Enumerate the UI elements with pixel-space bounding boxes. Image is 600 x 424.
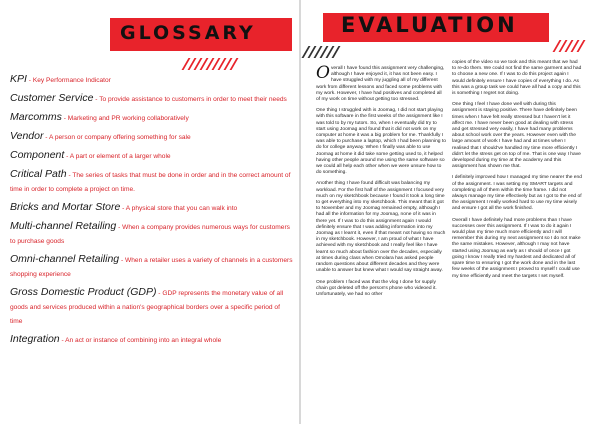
glossary-term: Marcomms: [10, 111, 62, 123]
glossary-term: Omni-channel Retailing: [10, 253, 120, 265]
glossary-definition: The series of tasks that must be done in order and in the correct amount of time in order to complete a project on time.: [10, 172, 291, 193]
glossary-term: Integration: [10, 333, 60, 345]
glossary-entry: Integration - An act or instance of combining into an integral whole: [10, 333, 222, 345]
glossary-entry: Vendor - A person or company offering something for sale: [10, 130, 191, 142]
glossary-entry: KPI - Key Performance Indicator: [10, 73, 111, 85]
glossary-definition: When a retailer uses a variety of channels in a customers shopping experience: [10, 257, 293, 278]
glossary-entry: Customer Service - To provide assistance to customerrs in order to meet their needs: [10, 92, 287, 104]
glossary-term: Multi-channel Retailing: [10, 220, 117, 232]
glossary-definition: To provide assistance to customerrs in order to meet their needs: [99, 96, 287, 103]
glossary-definition: A physical store that you can walk into: [125, 205, 238, 212]
glossary-term: Component: [10, 149, 65, 161]
glossary-term: Gross Domestic Product (GDP): [10, 286, 157, 298]
evaluation-title: EVALUATION: [341, 13, 518, 37]
glossary-definition: GDP represents the monetary value of all goods and services produced within a nation's geographical borders over a specific period of time: [10, 290, 284, 325]
paragraph: Overall I have found this assignment very challenging, although I have enjoyed it, it has not been easy. I have struggled with my juggling all of my different work from different lessons and faced some problems with my work. However, I have had positives and completed all of my work on time without getting too stressed.: [316, 63, 445, 103]
glossary-term: Critical Path: [10, 168, 67, 180]
glossary-entry: Omni-channel Retailing - When a retailer uses a variety of channels in a customers shopping experience: [10, 253, 293, 278]
paragraph: Overall I have definitely had more problems than I have successes over this assignment. If I was to do it again I would plan my time much more efficiently and I will remember this during my next assignment so I do not make the same mistakes. However, although I may not have started using Joomag as early as I should of once I got going I know I really tried my hardest and dedicated all of spare time to ensuring I got the work done and in the last few weeks of the assignment I proved to myself I could use my time efficiently and meet the targets I set myself.: [452, 217, 581, 279]
decorative-stripes: [305, 46, 345, 58]
glossary-entry: Marcomms - Marketing and PR working collaboratively: [10, 111, 189, 123]
glossary-definition: A person or company offering something for sale: [48, 134, 191, 141]
glossary-list: [10, 72, 294, 351]
glossary-entry: Bricks and Mortar Store - A physical store that you can walk into: [10, 201, 238, 213]
paragraph: copies of the video so we took and this meant that we had to re-do them. We could not find the same garment and had to choose a new one. If I was to do this project again I would definitely ensure I have copies of everything I do. As this was a group task we could have all had a copy and this is something I regret not doing.: [452, 60, 582, 97]
glossary-entry: Multi-channel Retailing - When a company provides numerous ways for customers to purchase goods: [10, 220, 290, 245]
glossary-definition: When a company provides numerous ways for customers to purchase goods: [10, 224, 290, 245]
glossary-term: Bricks and Mortar Store: [10, 201, 121, 213]
glossary-entry: Gross Domestic Product (GDP) - GDP represents the monetary value of all goods and services produced within a nation's geographical borders over a specific period of time: [10, 286, 284, 325]
glossary-entry: Critical Path - The series of tasks that must be done in order and in the correct amount of time in order to complete a project on time.: [10, 168, 291, 193]
glossary-definition: Key Performance Indicator: [32, 77, 111, 84]
decorative-stripes: [185, 58, 245, 70]
glossary-definition: A part or element of a larger whole: [69, 153, 171, 160]
decorative-stripes: [556, 40, 596, 52]
glossary-definition: Marketing and PR working collaboratively: [67, 115, 189, 122]
glossary-title: GLOSSARY: [120, 22, 256, 44]
glossary-term: Customer Service: [10, 92, 94, 104]
paragraph: One problem I faced was that the vlog I done for supply chain got deleted off the person's phone who videoed it. Unfortunately, we had no other: [316, 279, 437, 297]
glossary-entry: Component - A part or element of a larger whole: [10, 149, 171, 161]
evaluation-column-1: [316, 63, 446, 303]
evaluation-column-2: [452, 60, 582, 285]
glossary-page: [0, 0, 299, 424]
paragraph: One thing I feel I have done well with during this assignment is staying positive. There have definitely been times when I have felt really stressed but I haven't let it affect me. I have never been good at dealing with stress and get stressed very easily, I have had many problems about school work over the years. However even with the large amount of work I have had and at times when I realised that I should've handled my time more efficiently I didn't let the stress get on top of me. That is one way I have developed during my time at the academy and this assignment has shown me that.: [452, 102, 581, 170]
drop-cap: O: [316, 63, 330, 83]
paragraph: One thing I struggled with is Joomag, I did not start playing with this software in the first weeks of the assignment like I was told to by my tutors. So, when I eventually did try to start using Joomag and found that it did not work on my computer at home it was a big problem for me. Thankfully I was able to purchase a laptop, which I had been planning to do for college anyway. When I finally was able to use Joomag at home it did take some getting used to, it helped having other people around me using the same software so we could all help each other when we were unsure how to do something.: [316, 108, 446, 176]
glossary-definition: An act or instance of combining into an integral whole: [65, 337, 222, 344]
glossary-term: KPI: [10, 73, 27, 85]
paragraph: Another thing I have found difficult was balancing my workload. For the first half of the assignment I focused very much on my sketchbook because I found it took a long time to get everything into my sketchbook. This meant that it got to November and my Joomag remained empty, although I had all the information for my Joomag, none of it was in there yet. If I was to do this assignment again I would definitely ensure that I was adding information into my Joomag as I learnt it, even if that meant not having so much in my sketchbook. However, I am proud of what I have achieved with my sketchbook and I really feel like I have learnt so much about fashion over the decades, especially at times during class when Omolara has asked people random questions about different decades and they were unable to answer but knew what I would say straight away.: [316, 181, 446, 274]
glossary-term: Vendor: [10, 130, 44, 142]
evaluation-page: [301, 0, 600, 424]
paragraph: I definitely improved how I managed my time nearer the end of the assignment. I was setting my SMART targets and completing all of them within the time frame. I did not always manage my time effectively but as I got to the end of the assignment I really worked hard to use my time wisely and ensure I got all the work finished.: [452, 175, 582, 212]
